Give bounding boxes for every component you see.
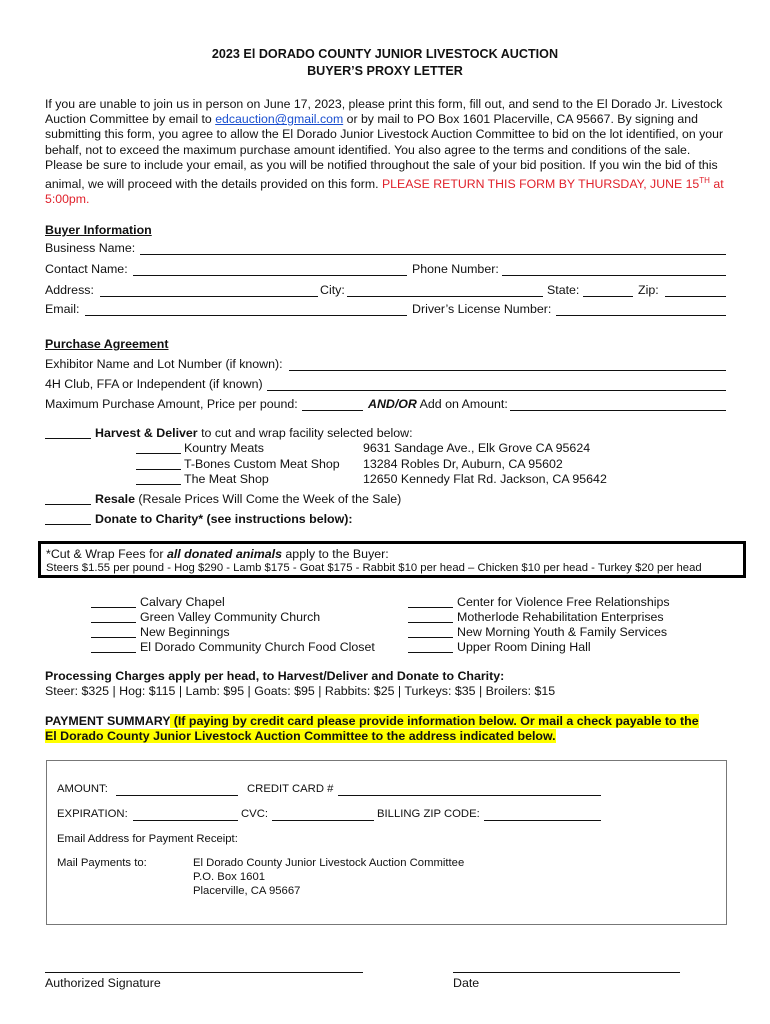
exhibitor-field[interactable] — [289, 370, 726, 371]
kountry-meats-line[interactable] — [136, 453, 181, 454]
billing-zip-label: BILLING ZIP CODE: — [377, 808, 480, 820]
phone-field[interactable] — [502, 275, 726, 276]
expiration-label: EXPIRATION: — [57, 808, 128, 820]
date-field[interactable] — [453, 972, 680, 973]
city-label: City: — [320, 283, 345, 297]
receipt-email-label: Email Address for Payment Receipt: — [57, 833, 238, 845]
fees-line-1: *Cut & Wrap Fees for all donated animals apply to the Buyer: — [46, 547, 389, 561]
business-name-field[interactable] — [140, 254, 726, 255]
harvest-checkbox-line[interactable] — [45, 438, 91, 439]
signature-field[interactable] — [45, 972, 363, 973]
donate-checkbox-line[interactable] — [45, 524, 91, 525]
charity-line-7[interactable] — [408, 637, 453, 638]
mail-address-line-3: Placerville, CA 95667 — [193, 885, 301, 897]
form-subtitle: BUYER’S PROXY LETTER — [307, 64, 463, 78]
max-amount-field[interactable] — [302, 410, 363, 411]
max-amount-label: Maximum Purchase Amount, Price per pound: — [45, 397, 298, 411]
contact-name-label: Contact Name: — [45, 262, 128, 276]
donate-label: Donate to Charity* (see instructions below): — [95, 512, 353, 526]
facility-name-3: The Meat Shop — [184, 472, 269, 486]
amount-label: AMOUNT: — [57, 783, 108, 795]
resale-checkbox-line[interactable] — [45, 504, 91, 505]
license-field[interactable] — [556, 315, 726, 316]
buyer-info-heading: Buyer Information — [45, 223, 152, 237]
deadline-text: PLEASE RETURN THIS FORM BY THURSDAY, JUNE 15TH at 5:00pm. — [45, 176, 724, 207]
exhibitor-label: Exhibitor Name and Lot Number (if known): — [45, 357, 283, 371]
meat-shop-line[interactable] — [136, 484, 181, 485]
charity-left-3: New Beginnings — [140, 625, 230, 639]
payment-note-line-2: El Dorado County Junior Livestock Auction Committee to the address indicated below. — [45, 729, 556, 743]
address-field[interactable] — [100, 296, 318, 297]
intro-text-1: If you are unable to join us in person on June 17, 2023, please print this form, fill out, and send to the El Dorado Jr. Livestock Auction Committee by email to — [45, 97, 723, 127]
resale-label: Resale (Resale Prices Will Come the Week of the Sale) — [95, 492, 402, 506]
facility-address-3: 12650 Kennedy Flat Rd. Jackson, CA 95642 — [363, 472, 607, 486]
facility-address-2: 13284 Robles Dr, Auburn, CA 95602 — [363, 457, 563, 471]
contact-name-field[interactable] — [133, 275, 407, 276]
state-label: State: — [547, 283, 580, 297]
add-on-field[interactable] — [510, 410, 726, 411]
business-name-label: Business Name: — [45, 241, 136, 255]
facility-address-1: 9631 Sandage Ave., Elk Grove CA 95624 — [363, 441, 591, 455]
license-label: Driver’s License Number: — [412, 302, 552, 316]
facility-name-2: T-Bones Custom Meat Shop — [184, 457, 340, 471]
fees-line-2: Steers $1.55 per pound - Hog $290 - Lamb $175 - Goat $175 - Rabbit $10 per head – Chicken $10 per head - Turkey $20 per head — [46, 562, 702, 574]
charity-left-4: El Dorado Community Church Food Closet — [140, 640, 375, 654]
payment-heading: PAYMENT SUMMARY (If paying by credit card please provide information below. Or mail a check payable to the — [45, 714, 699, 728]
amount-field[interactable] — [116, 795, 238, 796]
email-label: Email: — [45, 302, 80, 316]
charity-line-2[interactable] — [91, 622, 136, 623]
charity-right-1: Center for Violence Free Relationships — [457, 595, 670, 609]
facility-name-1: Kountry Meats — [184, 441, 264, 455]
phone-label: Phone Number: — [412, 262, 499, 276]
club-field[interactable] — [267, 390, 726, 391]
cvc-field[interactable] — [272, 820, 374, 821]
credit-card-label: CREDIT CARD # — [247, 783, 334, 795]
charity-right-4: Upper Room Dining Hall — [457, 640, 591, 654]
address-label: Address: — [45, 283, 94, 297]
form-title: 2023 El DORADO COUNTY JUNIOR LIVESTOCK AUCTION — [211, 47, 559, 61]
mail-address-line-2: P.O. Box 1601 — [193, 871, 266, 883]
credit-card-field[interactable] — [338, 795, 601, 796]
mail-address-line-1: El Dorado County Junior Livestock Auction Committee — [193, 857, 465, 869]
charity-left-1: Calvary Chapel — [140, 595, 225, 609]
billing-zip-field[interactable] — [484, 820, 601, 821]
processing-heading: Processing Charges apply per head, to Harvest/Deliver and Donate to Charity: — [45, 669, 505, 683]
charity-line-3[interactable] — [91, 637, 136, 638]
date-label: Date — [453, 976, 480, 990]
intro-text-2: or by mail to PO Box 1601 Placerville, CA 95667. By signing and submitting this form, you agree to allow the El Dorado Junior Livestock Auction Committee to bid on the lot identified, on your behalf, not to exceed the maximum purchase amount identified. You also agree to the terms and conditions of the sale. Please be sure to include your email, as you will be notified throughout the sale of your bid position. If you win the bid of this animal, we will proceed with the details provided on this form. — [45, 112, 724, 192]
signature-label: Authorized Signature — [45, 976, 161, 990]
processing-rates: Steer: $325 | Hog: $115 | Lamb: $95 | Goats: $95 | Rabbits: $25 | Turkeys: $35 | Broilers: $15 — [45, 684, 556, 698]
expiration-field[interactable] — [133, 820, 238, 821]
charity-right-3: New Morning Youth & Family Services — [457, 625, 668, 639]
charity-line-6[interactable] — [408, 622, 453, 623]
charity-line-4[interactable] — [91, 652, 136, 653]
charity-line-1[interactable] — [91, 607, 136, 608]
zip-field[interactable] — [665, 296, 726, 297]
contact-email-link[interactable]: edcauction@gmail.com — [215, 112, 344, 127]
purchase-heading: Purchase Agreement — [45, 337, 169, 351]
charity-left-2: Green Valley Community Church — [140, 610, 321, 624]
city-field[interactable] — [347, 296, 543, 297]
add-on-label: AND/OR Add on Amount: — [368, 397, 508, 411]
charity-line-5[interactable] — [408, 607, 453, 608]
harvest-label: Harvest & Deliver to cut and wrap facility selected below: — [95, 426, 413, 440]
mail-payments-label: Mail Payments to: — [57, 857, 147, 869]
charity-right-2: Motherlode Rehabilitation Enterprises — [457, 610, 664, 624]
state-field[interactable] — [583, 296, 633, 297]
intro-paragraph — [45, 97, 731, 208]
email-field[interactable] — [85, 315, 407, 316]
zip-label: Zip: — [638, 283, 659, 297]
charity-line-8[interactable] — [408, 652, 453, 653]
club-label: 4H Club, FFA or Independent (if known) — [45, 377, 263, 391]
tbones-line[interactable] — [136, 469, 181, 470]
cvc-label: CVC: — [241, 808, 268, 820]
